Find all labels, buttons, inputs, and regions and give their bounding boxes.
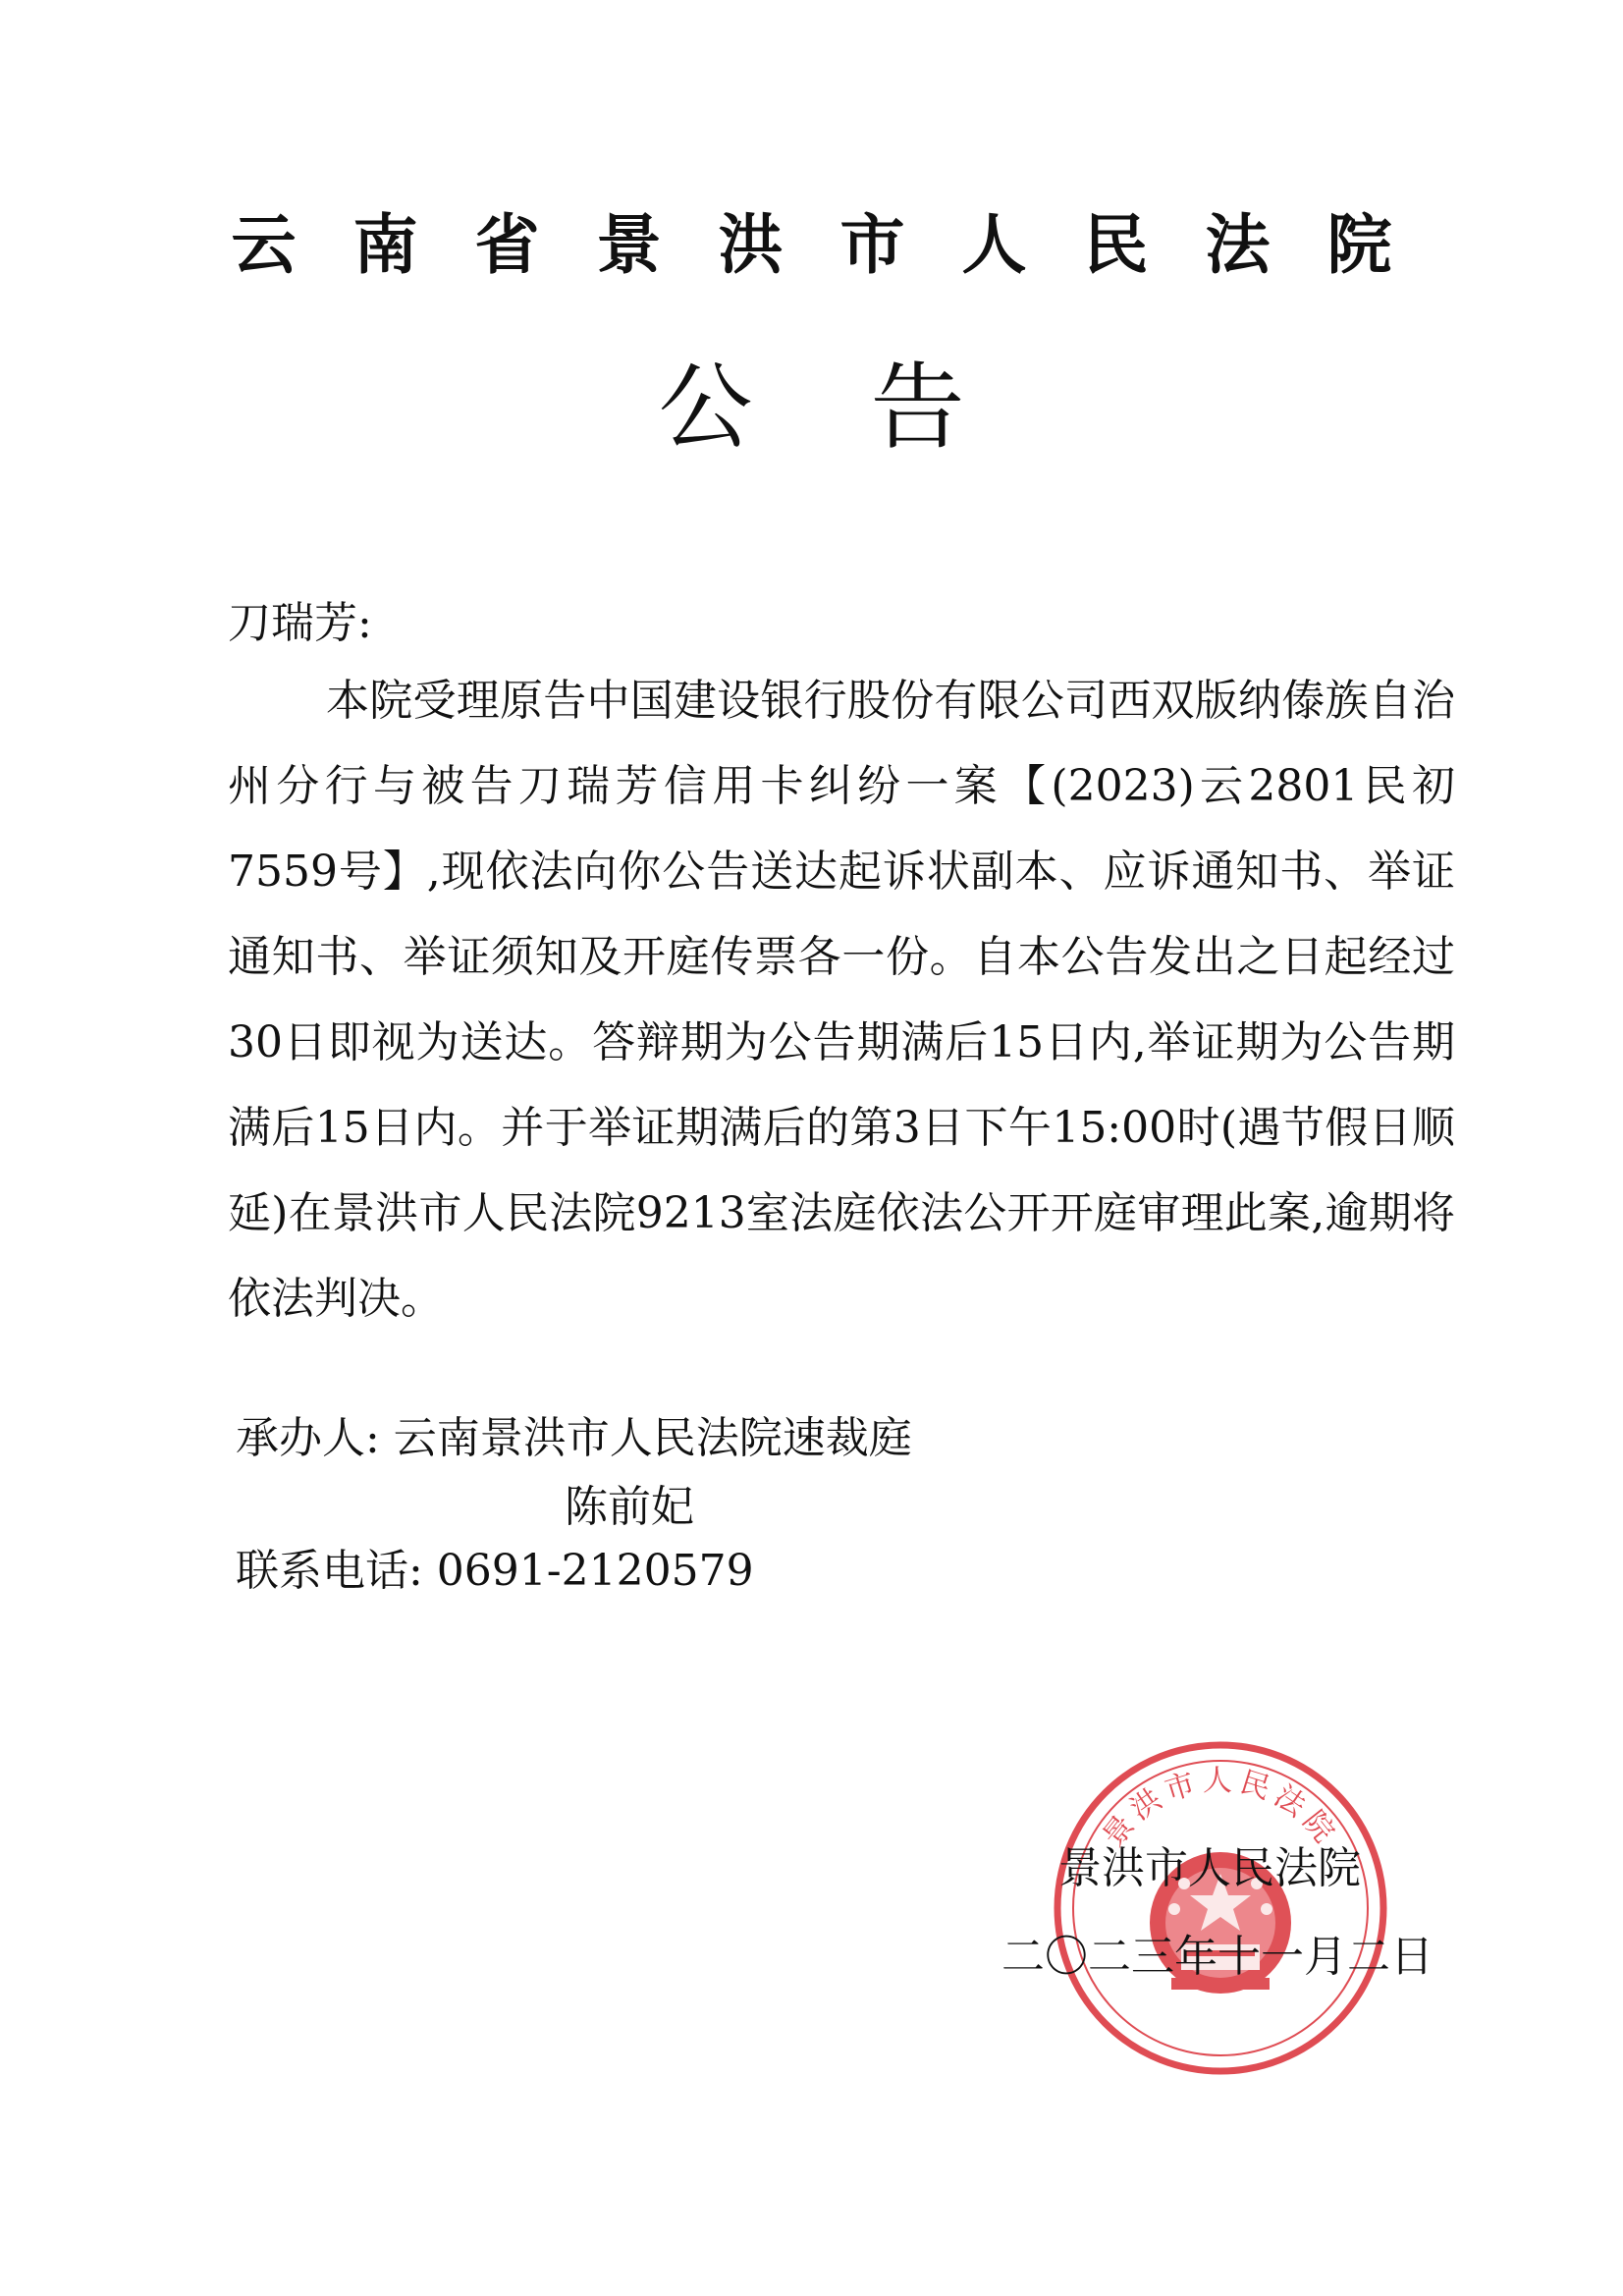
handler-name: 陈前妃 xyxy=(565,1482,694,1532)
court-name-heading: 云南省景洪市人民法院 xyxy=(231,207,1449,283)
addressee: 刀瑞芳: xyxy=(228,598,372,648)
court-seal-stamp xyxy=(1049,1736,1392,2080)
notice-body: 本院受理原告中国建设银行股份有限公司西双版纳傣族自治州分行与被告刀瑞芳信用卡纠纷一案【(2023)云2801民初7559号】,现依法向你公告送达起诉状副本、应诉通知书、举证通知书、举证须知及开庭传票各一份。自本公告发出之日起经过30日即视为送达。答辩期为公告期满后15日内,举证期为公告期满后15日内。并于举证期满后的第3日下午15:00时(遇节假日顺延)在景洪市人民法院9213室法庭依法公开开庭审理此案,逾期将依法判决。 xyxy=(228,676,1455,1324)
phone-line: 联系电话: 0691-2120579 xyxy=(236,1546,754,1596)
document-title: 公告 xyxy=(658,353,1083,463)
seal-text: 景洪市人民法院 xyxy=(1096,1764,1345,1854)
signature-date: 二〇二三年十一月二日 xyxy=(1001,1932,1434,1982)
signature-court: 景洪市人民法院 xyxy=(1058,1843,1361,1893)
handler-line: 承办人: 云南景洪市人民法院速裁庭 xyxy=(236,1413,912,1463)
